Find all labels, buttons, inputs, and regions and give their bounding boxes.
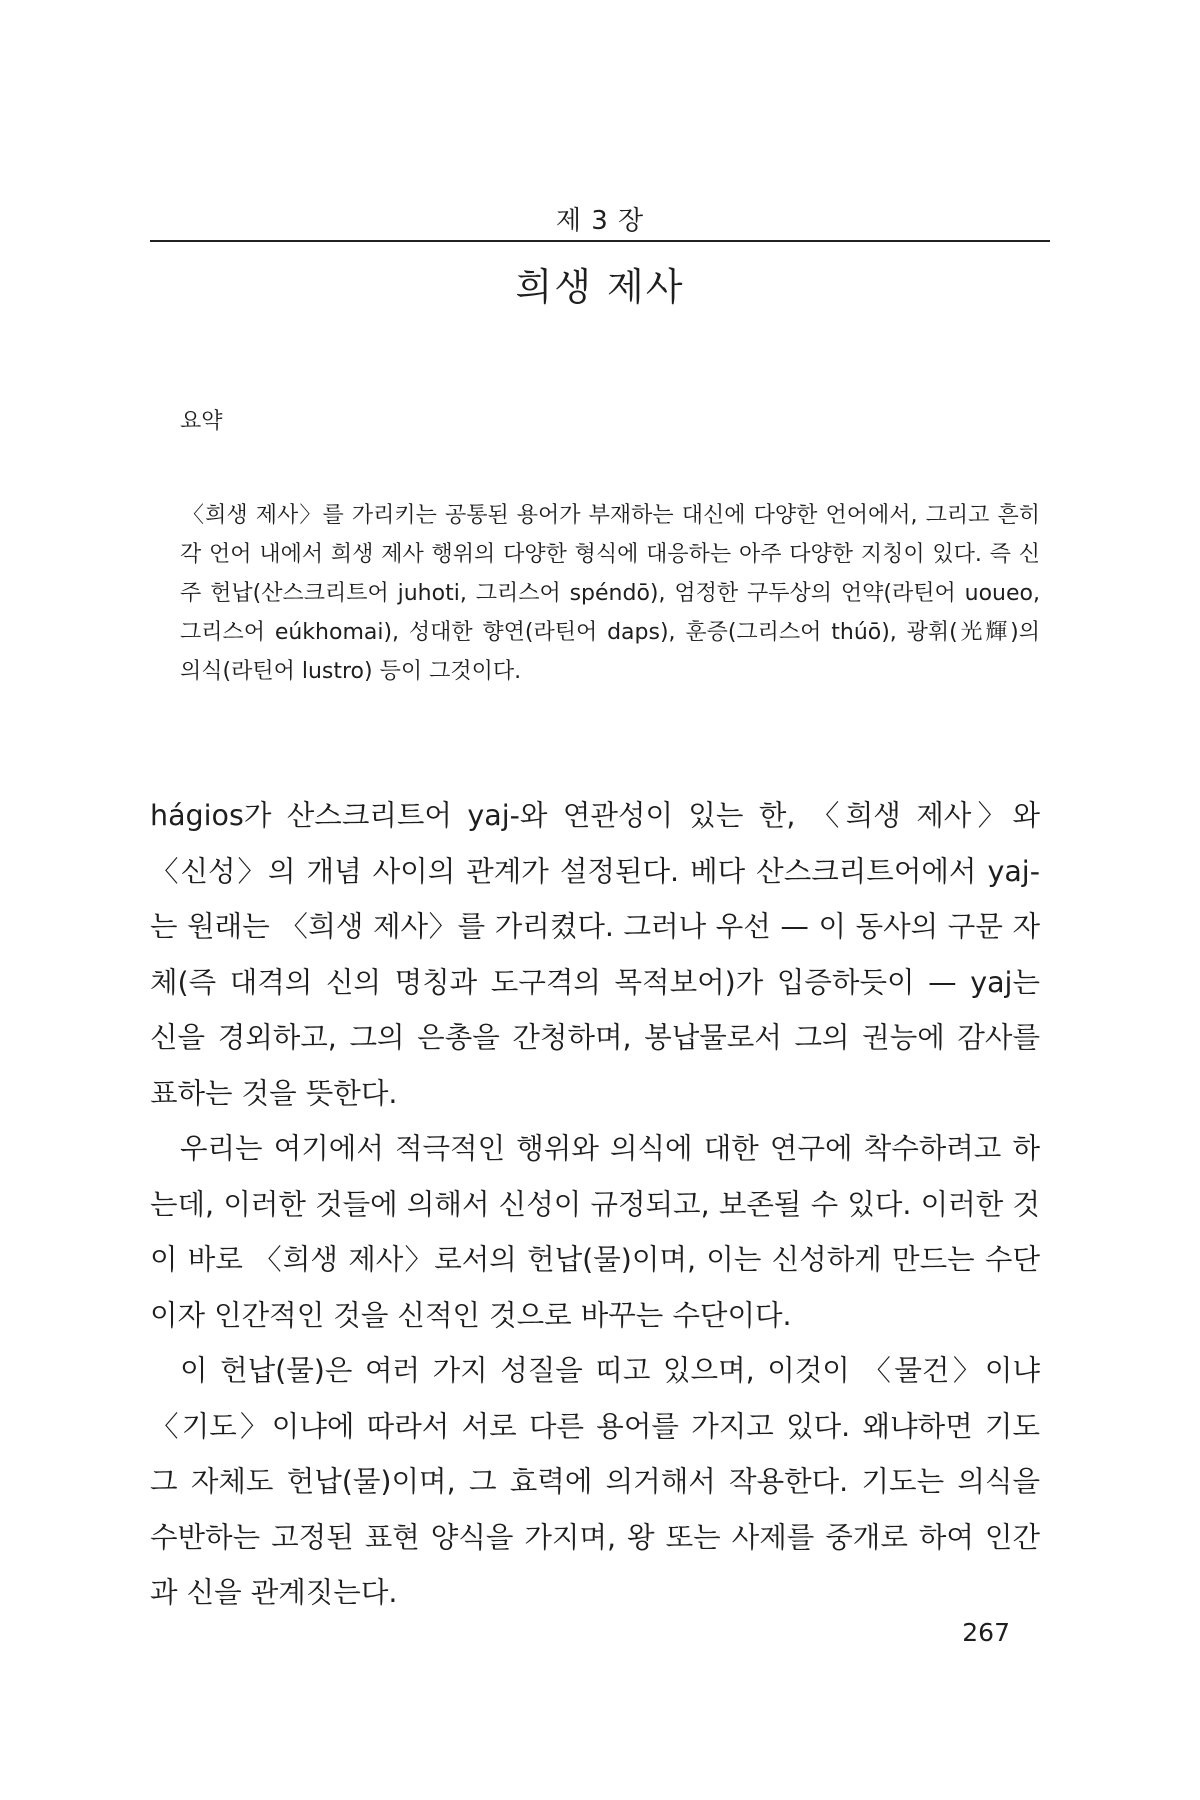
chapter-title: 희생 제사 bbox=[515, 265, 685, 309]
page-number: 267 bbox=[962, 1618, 1010, 1647]
summary-heading: 요약 bbox=[180, 409, 223, 434]
body-paragraph-1: hágios가 산스크리트어 yaj-와 연관성이 있는 한, 〈희생 제사〉와 〈신성〉의 개념 사이의 관계가 설정된다. 베다 산스크리트어에서 yaj-는 원래는 〈희생 제사〉를 가리켰다. 그러나 우선 — 이 동사의 구문 자체(즉 대격의 신의 명칭과 도구격의 목적보어)가 입증하듯이 — yaj는 신을 경외하고, 그의 은총을 간청하며, 봉납물로서 그의 권능에 감사를 표하는 것을 뜻한다. bbox=[150, 799, 1040, 1110]
header-rule bbox=[150, 240, 1050, 242]
body-paragraph-2: 우리는 여기에서 적극적인 행위와 의식에 대한 연구에 착수하려고 하는데, 이러한 것들에 의해서 신성이 규정되고, 보존될 수 있다. 이러한 것이 바로 〈희생 제사〉로서의 헌납(물)이며, 이는 신성하게 만드는 수단이자 인간적인 것을 신적인 것으로 바꾸는 수단이다. bbox=[150, 1132, 1040, 1332]
chapter-label: 제 3 장 bbox=[555, 206, 645, 236]
body-paragraph-3: 이 헌납(물)은 여러 가지 성질을 띠고 있으며, 이것이 〈물건〉이냐 〈기도〉이냐에 따라서 서로 다른 용어를 가지고 있다. 왜냐하면 기도 그 자체도 헌납(물)이며, 그 효력에 의거해서 작용한다. 기도는 의식을 수반하는 고정된 표현 양식을 가지며, 왕 또는 사제를 중개로 하여 인간과 신을 관계짓는다. bbox=[150, 1354, 1040, 1609]
summary-text: 〈희생 제사〉를 가리키는 공통된 용어가 부재하는 대신에 다양한 언어에서, 그리고 흔히 각 언어 내에서 희생 제사 행위의 다양한 형식에 대응하는 아주 다양한 지칭이 있다. 즉 신주 헌납(산스크리트어 juhoti, 그리스어 spéndō), 엄정한 구두상의 언약(라틴어 uoueo, 그리스어 eúkhomai), 성대한 향연(라틴어 daps), 훈증(그리스어 thúō), 광휘(光輝)의 의식(라틴어 lustro) 등이 그것이다. bbox=[180, 503, 1040, 684]
body-text bbox=[150, 788, 1040, 1621]
